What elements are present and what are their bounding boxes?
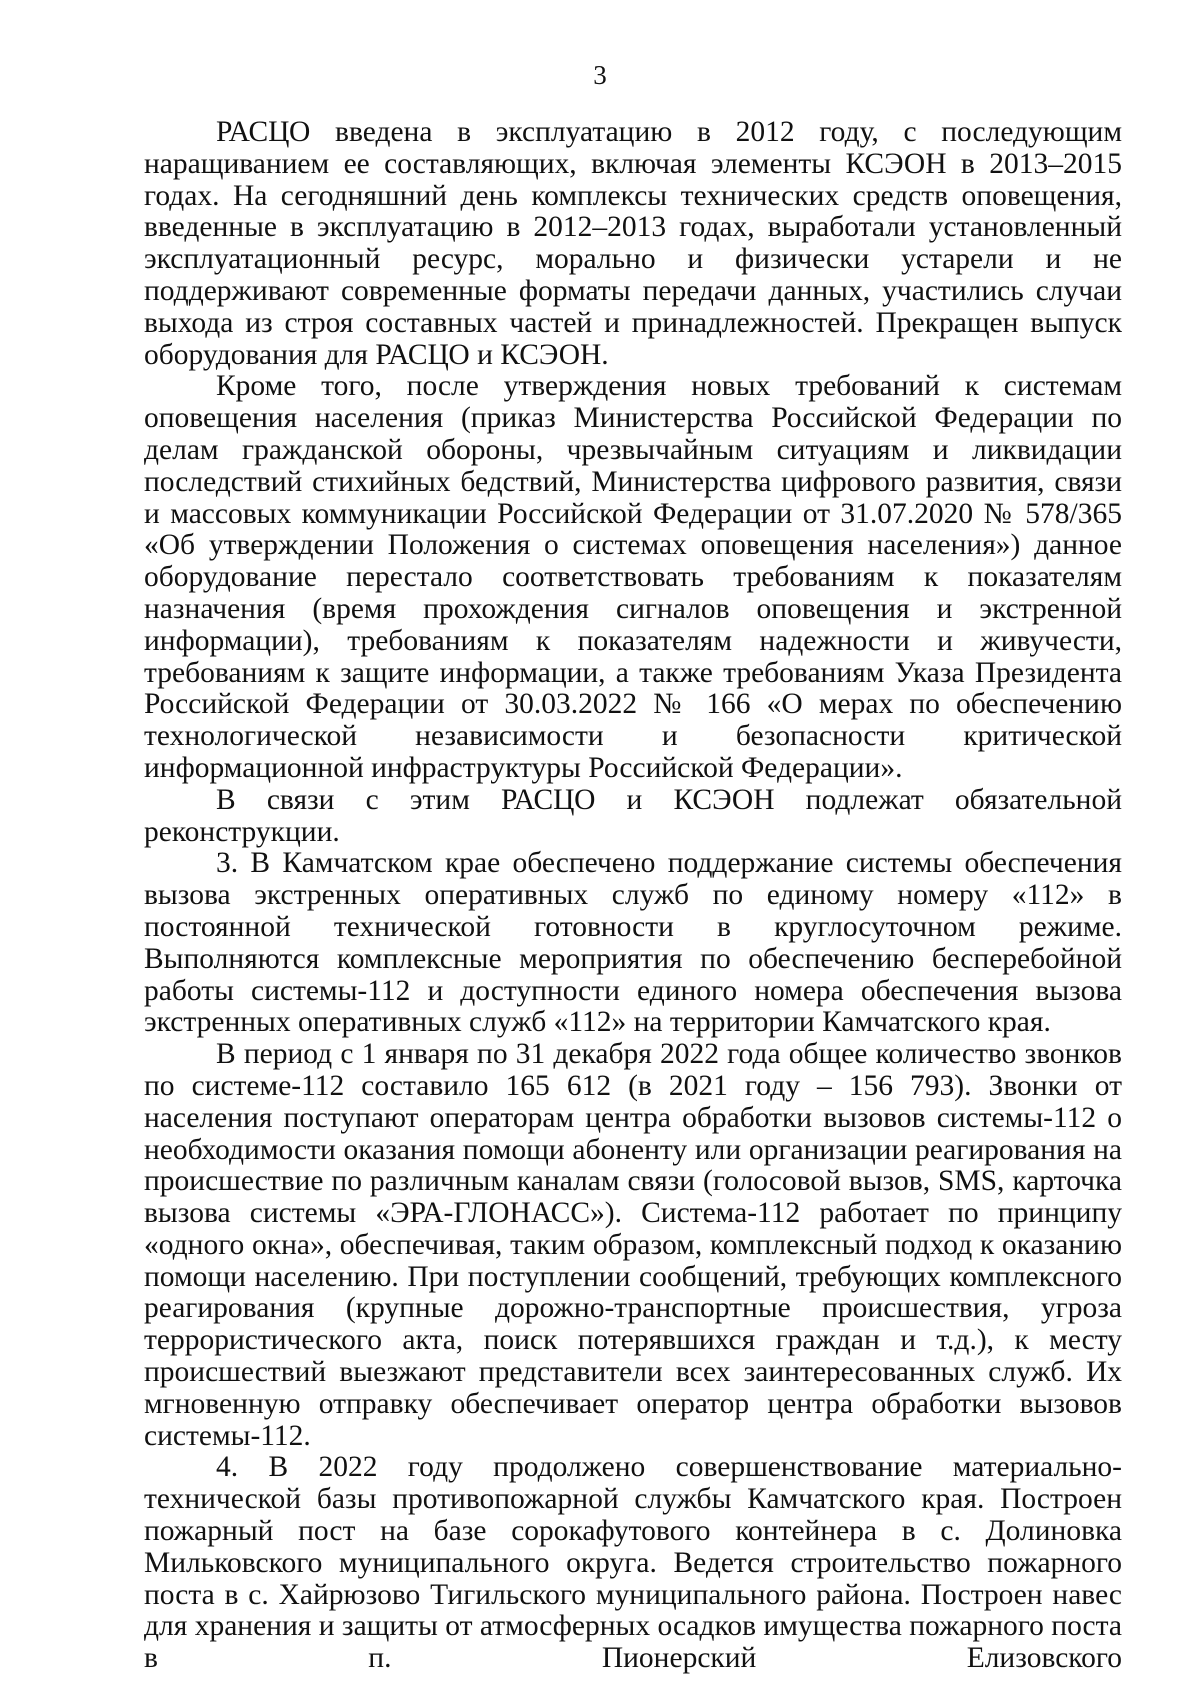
paragraph-call-statistics: В период с 1 января по 31 декабря 2022 года общее количество звонков по системе-112 составило 165 612 (в 2021 году – 156 793). Звонки от населения поступают операторам центра обработки вызовов системы-112 о необходимости оказания помощи абоненту или организации реагирования на происшествие по различным каналам связи (голосовой вызов, SMS, карточка вызова системы «ЭРА-ГЛОНАСС»). Система-112 работает по принципу «одного окна», обеспечивая, таким образом, комплексный подход к оказанию помощи населению. При поступлении сообщений, требующих комплексного реагирования (крупные дорожно-транспортные происшествия, угроза террористического акта, поиск потерявшихся граждан и т.д.), к месту происшествий выезжают представители всех заинтересованных служб. Их мгновенную отправку обеспечивает оператор центра обработки вызовов системы-112. [144, 1038, 1122, 1452]
paragraph-reconstruction: В связи с этим РАСЦО и КСЭОН подлежат обязательной реконструкции. [144, 783, 1122, 848]
paragraph-new-requirements: Кроме того, после утверждения новых требований к системам оповещения населения (приказ Министерства Российской Федерации по делам гражданской обороны, чрезвычайным ситуациям и ликвидации последствий стихийных бедствий, Министерства цифрового развития, связи и массовых коммуникации Российской Федерации от 31.07.2020 № 578/365 «Об утверждении Положения о системах оповещения населения») данное оборудование перестало соответствовать требованиям к показателям назначения (время прохождения сигналов оповещения и экстренной информации), требованиям к показателям надежности и живучести, требованиям к защите информации, а также требованиям Указа Президента Российской Федерации от 30.03.2022 № 166 «О мерах по обеспечению технологической независимости и безопасности критической информационной инфраструктуры Российской Федерации». [144, 370, 1122, 784]
document-body [144, 117, 1122, 1675]
paragraph-system-112: 3. В Камчатском крае обеспечено поддержание системы обеспечения вызова экстренных оперативных служб по единому номеру «112» в постоянной технической готовности в круглосуточном режиме. Выполняются комплексные мероприятия по обеспечению бесперебойной работы системы-112 и доступности единого номера обеспечения вызова экстренных оперативных служб «112» на территории Камчатского края. [144, 847, 1122, 1039]
paragraph-fire-service: 4. В 2022 году продолжено совершенствование материально-технической базы противопожарной службы Камчатского края. Построен пожарный пост на базе сорокафутового контейнера в с. Долиновка Мильковского муниципального округа. Ведется строительство пожарного поста в с. Хайрюзово Тигильского муниципального района. Построен навес для хранения и защиты от атмосферных осадков имущества пожарного поста в п. Пионерский Елизовского [144, 1451, 1122, 1675]
page-number: 3 [593, 60, 607, 90]
paragraph-rasco-commissioning: РАСЦО введена в эксплуатацию в 2012 году, с последующим наращиванием ее составляющих, включая элементы КСЭОН в 2013–2015 годах. На сегодняшний день комплексы технических средств оповещения, введенные в эксплуатацию в 2012–2013 годах, выработали установленный эксплуатационный ресурс, морально и физически устарели и не поддерживают современные форматы передачи данных, участились случаи выхода из строя составных частей и принадлежностей. Прекращен выпуск оборудования для РАСЦО и КСЭОН. [144, 116, 1122, 371]
